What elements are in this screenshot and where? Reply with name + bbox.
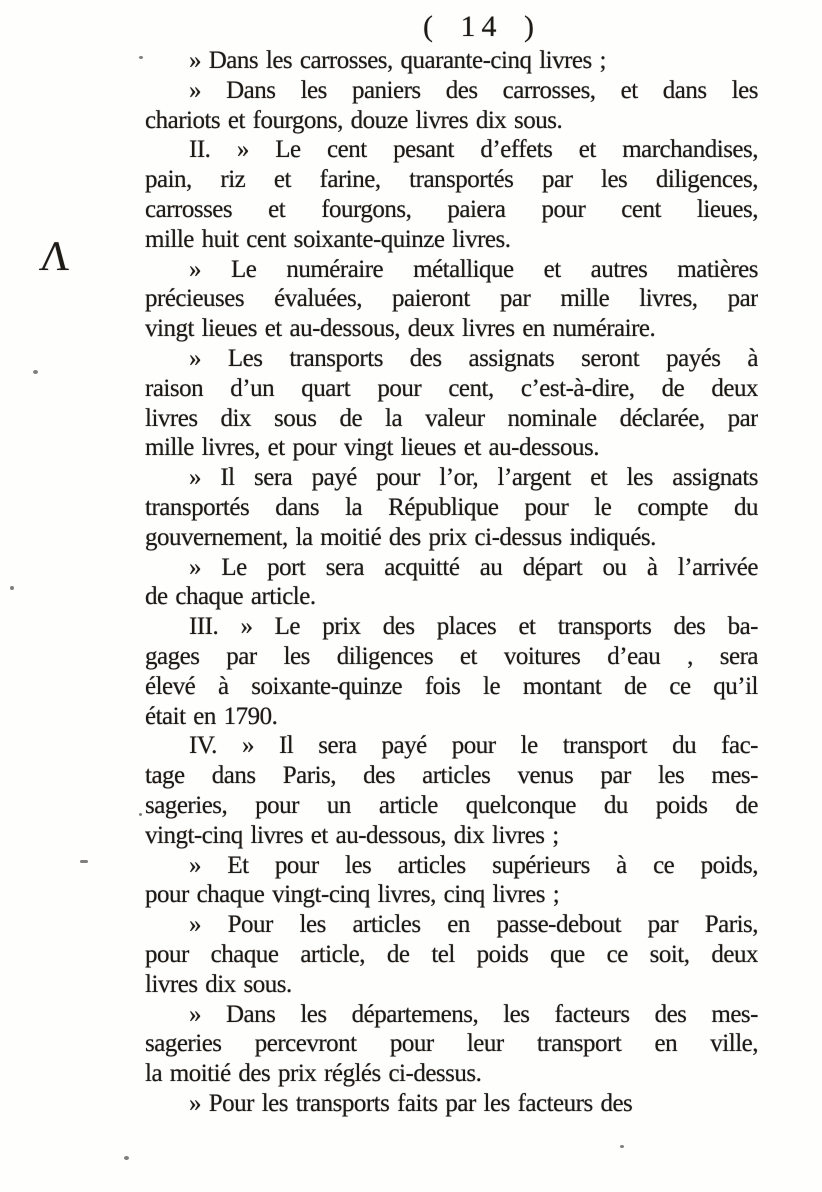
text-column	[145, 46, 758, 1119]
text-line: élevé à soixante-quinze fois le montant de ce qu’il	[145, 672, 758, 700]
text-line: » Les transports des assignats seront payés à	[189, 344, 758, 372]
scan-speck	[139, 56, 143, 59]
scan-speck	[620, 1145, 624, 1148]
text-line: raison d’un quart pour cent, c’est-à-dire, de deux	[145, 374, 758, 402]
paragraph	[145, 1089, 758, 1119]
paragraph	[145, 46, 758, 76]
paragraph	[145, 553, 758, 613]
text-line: la moitié des prix réglés ci-dessus.	[145, 1060, 482, 1088]
text-line: pain, riz et farine, transportés par les diligences,	[145, 166, 758, 194]
text-line: livres dix sous de la valeur nominale déclarée, par	[145, 404, 758, 432]
text-line: sageries percevront pour leur transport en ville,	[145, 1030, 758, 1058]
paragraph	[145, 255, 758, 344]
text-line: III. » Le prix des places et transports des ba-	[189, 613, 758, 641]
scan-speck	[80, 860, 88, 863]
text-line: carrosses et fourgons, paiera pour cent lieues,	[145, 195, 758, 223]
text-line: » Le numéraire métallique et autres matières	[189, 255, 758, 283]
paragraph	[145, 731, 758, 850]
paragraph	[145, 612, 758, 731]
text-line: » Dans les carrosses, quarante-cinq livres ;	[189, 47, 606, 74]
paragraph	[145, 135, 758, 254]
text-line: » Dans les paniers des carrosses, et dans les	[189, 76, 758, 104]
text-line: chariots et fourgons, douze livres dix sous.	[145, 106, 563, 134]
text-line: pour chaque vingt-cinq livres, cinq livres ;	[145, 881, 560, 909]
text-line: sageries, pour un article quelconque du poids de	[145, 791, 758, 819]
text-line: » Il sera payé pour l’or, l’argent et les assignats	[189, 464, 758, 492]
text-line: de chaque article.	[145, 583, 316, 611]
paragraph	[145, 344, 758, 463]
text-line: » Pour les articles en passe-debout par Paris,	[189, 911, 758, 939]
paragraph	[145, 76, 758, 136]
text-line: » Pour les transports faits par les facteurs des	[189, 1089, 633, 1117]
paragraph	[145, 463, 758, 552]
text-line: vingt-cinq livres et au-dessous, dix livres ;	[145, 821, 559, 849]
text-line: IV. » Il sera payé pour le transport du fac-	[189, 732, 758, 760]
text-line: précieuses évaluées, paieront par mille livres, par	[145, 285, 758, 313]
text-line: était en 1790.	[145, 702, 278, 730]
scan-speck	[33, 370, 38, 374]
text-line: pour chaque article, de tel poids que ce soit, deux	[145, 940, 758, 968]
text-line: mille livres, et pour vingt lieues et au-dessous.	[145, 434, 599, 462]
text-line: livres dix sous.	[145, 970, 292, 998]
text-line: gages par les diligences et voitures d’eau , sera	[145, 642, 758, 670]
scan-speck	[10, 586, 14, 590]
paragraph	[145, 910, 758, 999]
text-line: mille huit cent soixante-quinze livres.	[145, 225, 511, 253]
text-line: » Et pour les articles supérieurs à ce poids,	[189, 851, 758, 879]
text-line: vingt lieues et au-dessous, deux livres en numéraire.	[145, 315, 656, 343]
scan-speck	[139, 813, 142, 816]
margin-caret-mark: Λ	[37, 234, 73, 280]
text-line: » Le port sera acquitté au départ ou à l’arrivée	[189, 553, 758, 581]
scan-speck	[124, 1156, 129, 1160]
paragraph	[145, 851, 758, 911]
page-number: ( 14 )	[423, 10, 540, 43]
text-line: II. » Le cent pesant d’effets et marchandises,	[189, 136, 758, 164]
text-line: gouvernement, la moitié des prix ci-dessus indiqués.	[145, 523, 656, 551]
paragraph	[145, 1000, 758, 1089]
text-line: tage dans Paris, des articles venus par les mes-	[145, 762, 758, 790]
text-line: » Dans les départemens, les facteurs des mes-	[189, 1000, 758, 1028]
text-line: transportés dans la République pour le compte du	[145, 493, 758, 521]
